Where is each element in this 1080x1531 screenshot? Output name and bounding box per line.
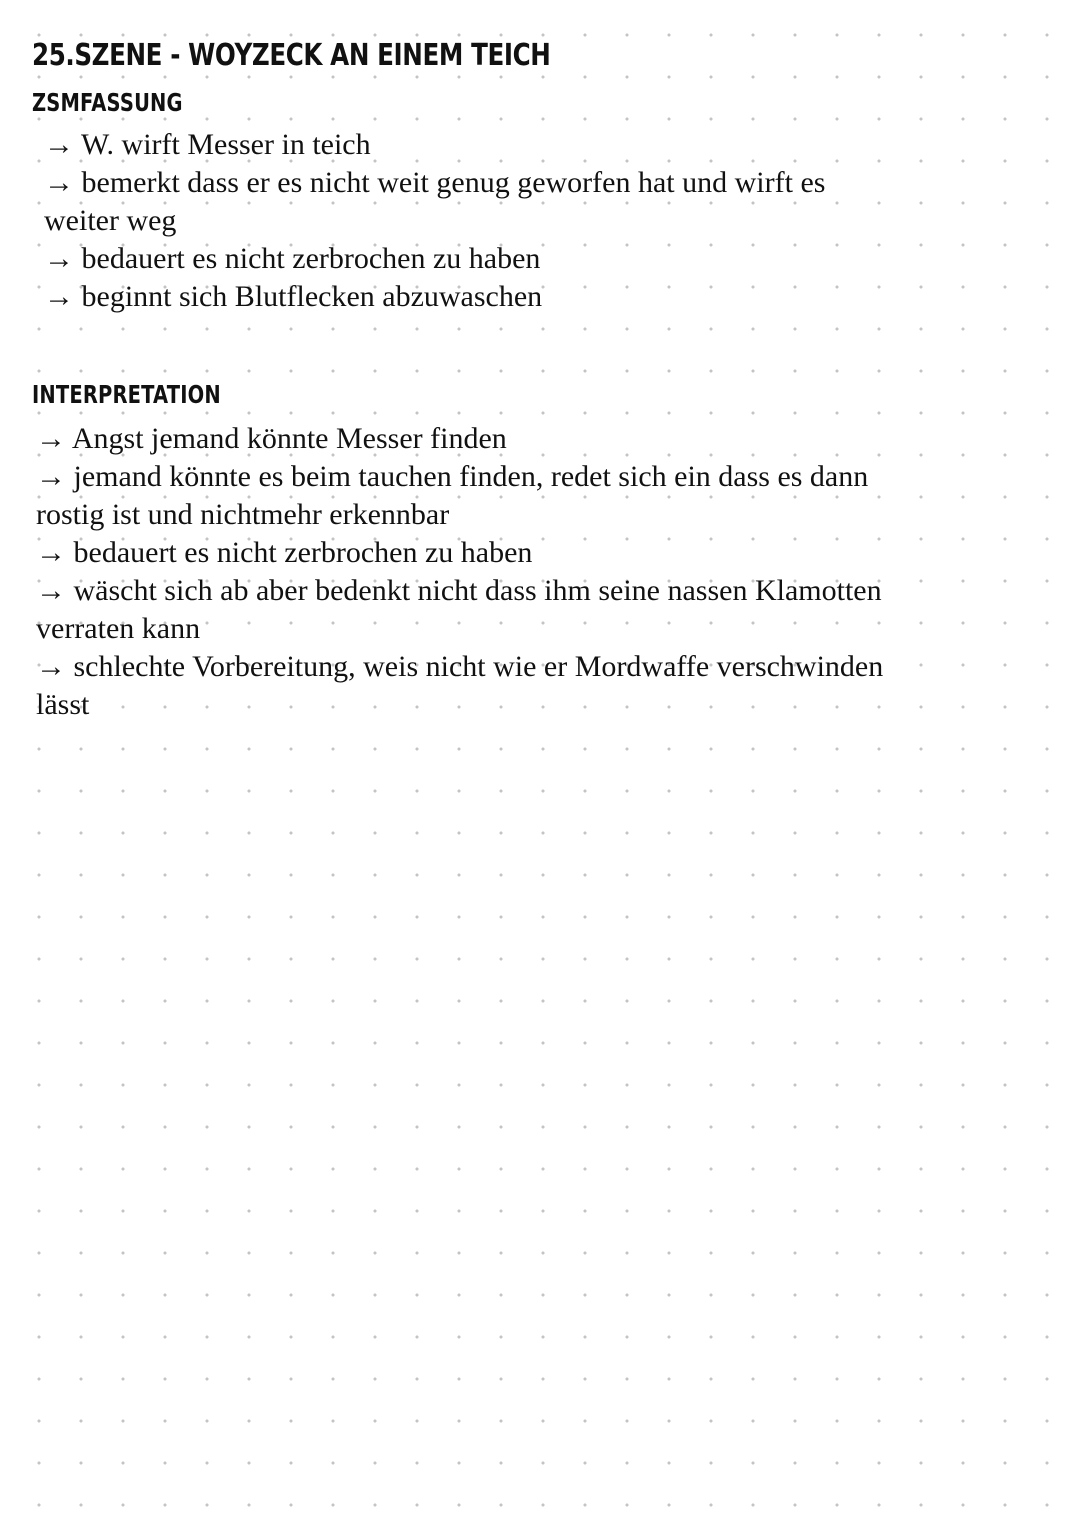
interpretation-item-text: wäscht sich ab aber bedenkt nicht dass ihm seine nassen Klamotten verraten kann xyxy=(36,574,882,645)
interpretation-item xyxy=(36,648,896,724)
summary-item xyxy=(44,240,904,278)
interpretation-list xyxy=(36,420,896,724)
arrow-icon: → xyxy=(44,128,74,161)
interpretation-item xyxy=(36,534,896,572)
summary-heading: ZSMFASSUNG xyxy=(32,88,183,117)
summary-item-text: W. wirft Messer in teich xyxy=(80,128,371,161)
arrow-icon: → xyxy=(36,422,66,455)
page-title: 25.SZENE - WOYZECK AN EINEM TEICH xyxy=(32,38,551,73)
summary-list xyxy=(44,126,904,316)
interpretation-item-text: jemand könnte es beim tauchen finden, redet sich ein dass es dann rostig ist und nichtmehr erkennbar xyxy=(36,460,869,531)
interpretation-item xyxy=(36,572,896,648)
summary-item xyxy=(44,164,904,240)
arrow-icon: → xyxy=(44,242,74,275)
summary-item-text: bemerkt dass er es nicht weit genug geworfen hat und wirft es weiter weg xyxy=(44,166,826,237)
interpretation-item-text: bedauert es nicht zerbrochen zu haben xyxy=(73,536,533,569)
arrow-icon: → xyxy=(44,280,74,313)
interpretation-item xyxy=(36,458,896,534)
summary-item-text: bedauert es nicht zerbrochen zu haben xyxy=(81,242,541,275)
arrow-icon: → xyxy=(36,536,66,569)
summary-item xyxy=(44,278,904,316)
arrow-icon: → xyxy=(44,166,74,199)
arrow-icon: → xyxy=(36,460,66,493)
arrow-icon: → xyxy=(36,650,66,683)
interpretation-heading: INTERPRETATION xyxy=(32,380,221,409)
summary-item xyxy=(44,126,904,164)
summary-item-text: beginnt sich Blutflecken abzuwaschen xyxy=(81,280,543,313)
interpretation-item-text: Angst jemand könnte Messer finden xyxy=(71,422,507,455)
interpretation-item xyxy=(36,420,896,458)
arrow-icon: → xyxy=(36,574,66,607)
interpretation-item-text: schlechte Vorbereitung, weis nicht wie er Mordwaffe verschwinden lässt xyxy=(36,650,884,721)
